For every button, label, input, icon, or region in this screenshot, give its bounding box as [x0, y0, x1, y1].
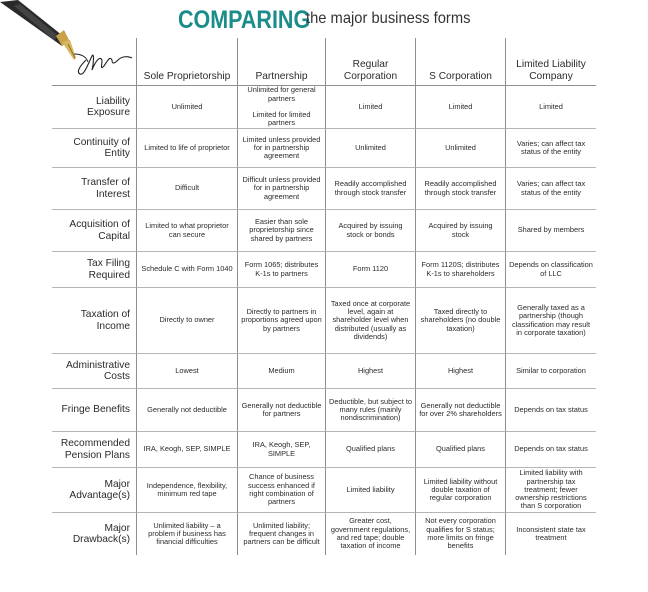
table-cell: Limited liability	[325, 468, 415, 513]
table-cell: Limited	[415, 86, 505, 129]
row-header: Taxation of Income	[52, 288, 136, 354]
table-cell: Form 1065; distributes K-1s to partners	[237, 252, 325, 288]
table-cell: Difficult	[136, 168, 237, 210]
table-cell: Limited to what proprietor can secure	[136, 210, 237, 252]
table-cell: Form 1120	[325, 252, 415, 288]
table-cell: Unlimited for general partners Limited for limited partners	[237, 86, 325, 129]
column-header: Regular Corporation	[325, 38, 415, 86]
table-cell: Unlimited	[415, 129, 505, 168]
row-header: Transfer of Interest	[52, 168, 136, 210]
table-cell: Shared by members	[505, 210, 596, 252]
table-cell: Lowest	[136, 354, 237, 389]
table-cell: Greater cost, government regulations, and red tape; double taxation of income	[325, 513, 415, 555]
column-header: Sole Proprietorship	[136, 38, 237, 86]
row-header: Liability Exposure	[52, 86, 136, 129]
table-cell: Generally taxed as a partnership (though classification may result in corporate taxation)	[505, 288, 596, 354]
table-cell: Highest	[415, 354, 505, 389]
row-header: Major Drawback(s)	[72, 522, 130, 545]
table-cell: Depends on tax status	[505, 432, 596, 468]
title-rest: the major business forms	[306, 10, 471, 27]
table-cell: IRA, Keogh, SEP, SIMPLE	[136, 432, 237, 468]
column-header: Limited Liability Company	[505, 38, 596, 86]
table-cell: Unlimited	[325, 129, 415, 168]
table-cell: Taxed directly to shareholders (no double taxation)	[415, 288, 505, 354]
page-title	[178, 6, 485, 35]
table-cell: Limited	[325, 86, 415, 129]
table-cell: Directly to owner	[136, 288, 237, 354]
table-cell: Unlimited	[136, 86, 237, 129]
table-cell: Similar to corporation	[505, 354, 596, 389]
table-cell: Acquired by issuing stock or bonds	[325, 210, 415, 252]
title-highlight: COMPARING	[178, 6, 311, 34]
table-cell: Form 1120S; distributes K-1s to shareholders	[415, 252, 505, 288]
table-cell: Limited to life of proprietor	[136, 129, 237, 168]
table-cell: Acquired by issuing stock	[415, 210, 505, 252]
table-cell: Limited	[505, 86, 596, 129]
table-cell: Taxed once at corporate level, again at shareholder level when distributed (usually as dividends)	[325, 288, 415, 354]
table-cell: Depends on tax status	[505, 389, 596, 432]
table-cell: Independence, flexibility, minimum red tape	[136, 468, 237, 513]
table-cell: Difficult unless provided for in partnership agreement	[237, 168, 325, 210]
table-cell: IRA, Keogh, SEP, SIMPLE	[237, 432, 325, 468]
column-header: Partnership	[237, 38, 325, 86]
table-cell: Limited liability with partnership tax treatment; fewer ownership restrictions than S corporation	[505, 468, 596, 513]
table-cell: Varies; can affect tax status of the entity	[505, 129, 596, 168]
row-header: Administrative Costs	[52, 354, 136, 389]
table-cell: Inconsistent state tax treatment	[505, 513, 596, 555]
table-cell: Easier than sole proprietorship since shared by partners	[237, 210, 325, 252]
table-cell: Readily accomplished through stock transfer	[415, 168, 505, 210]
row-header: Recommended Pension Plans	[52, 432, 136, 468]
table-cell: Chance of business success enhanced if right combination of partners	[237, 468, 325, 513]
table-cell: Deductible, but subject to many rules (mainly nondiscrimination)	[325, 389, 415, 432]
table-cell: Schedule C with Form 1040	[136, 252, 237, 288]
table-cell: Generally not deductible for over 2% shareholders	[415, 389, 505, 432]
row-header: Continuity of Entity	[52, 129, 136, 168]
table-cell: Not every corporation qualifies for S status; more limits on fringe benefits	[415, 513, 505, 555]
table-cell: Directly to partners in proportions agreed upon by partners	[237, 288, 325, 354]
comparison-table	[52, 38, 646, 584]
table-cell: Generally not deductible for partners	[237, 389, 325, 432]
corner-cell	[52, 38, 136, 86]
row-header: Tax Filing Required	[52, 252, 136, 288]
table-cell: Highest	[325, 354, 415, 389]
row-header: Fringe Benefits	[52, 389, 136, 432]
row-header: Major Advantage(s)	[52, 468, 136, 513]
table-cell: Generally not deductible	[136, 389, 237, 432]
table-cell: Depends on classification of LLC	[505, 252, 596, 288]
table-cell: Qualified plans	[325, 432, 415, 468]
table-cell: Readily accomplished through stock transfer	[325, 168, 415, 210]
table-cell: Unlimited liability; frequent changes in partners can be difficult	[237, 513, 325, 555]
table-cell: Unlimited liability – a problem if business has financial difficulties	[136, 513, 237, 555]
column-header: S Corporation	[415, 38, 505, 86]
table-cell: Medium	[237, 354, 325, 389]
table-cell: Qualified plans	[415, 432, 505, 468]
table-cell: Limited unless provided for in partnership agreement	[237, 129, 325, 168]
row-header: Acquisition of Capital	[52, 210, 136, 252]
table-cell: Limited liability without double taxation of regular corporation	[415, 468, 505, 513]
table-cell: Varies; can affect tax status of the entity	[505, 168, 596, 210]
